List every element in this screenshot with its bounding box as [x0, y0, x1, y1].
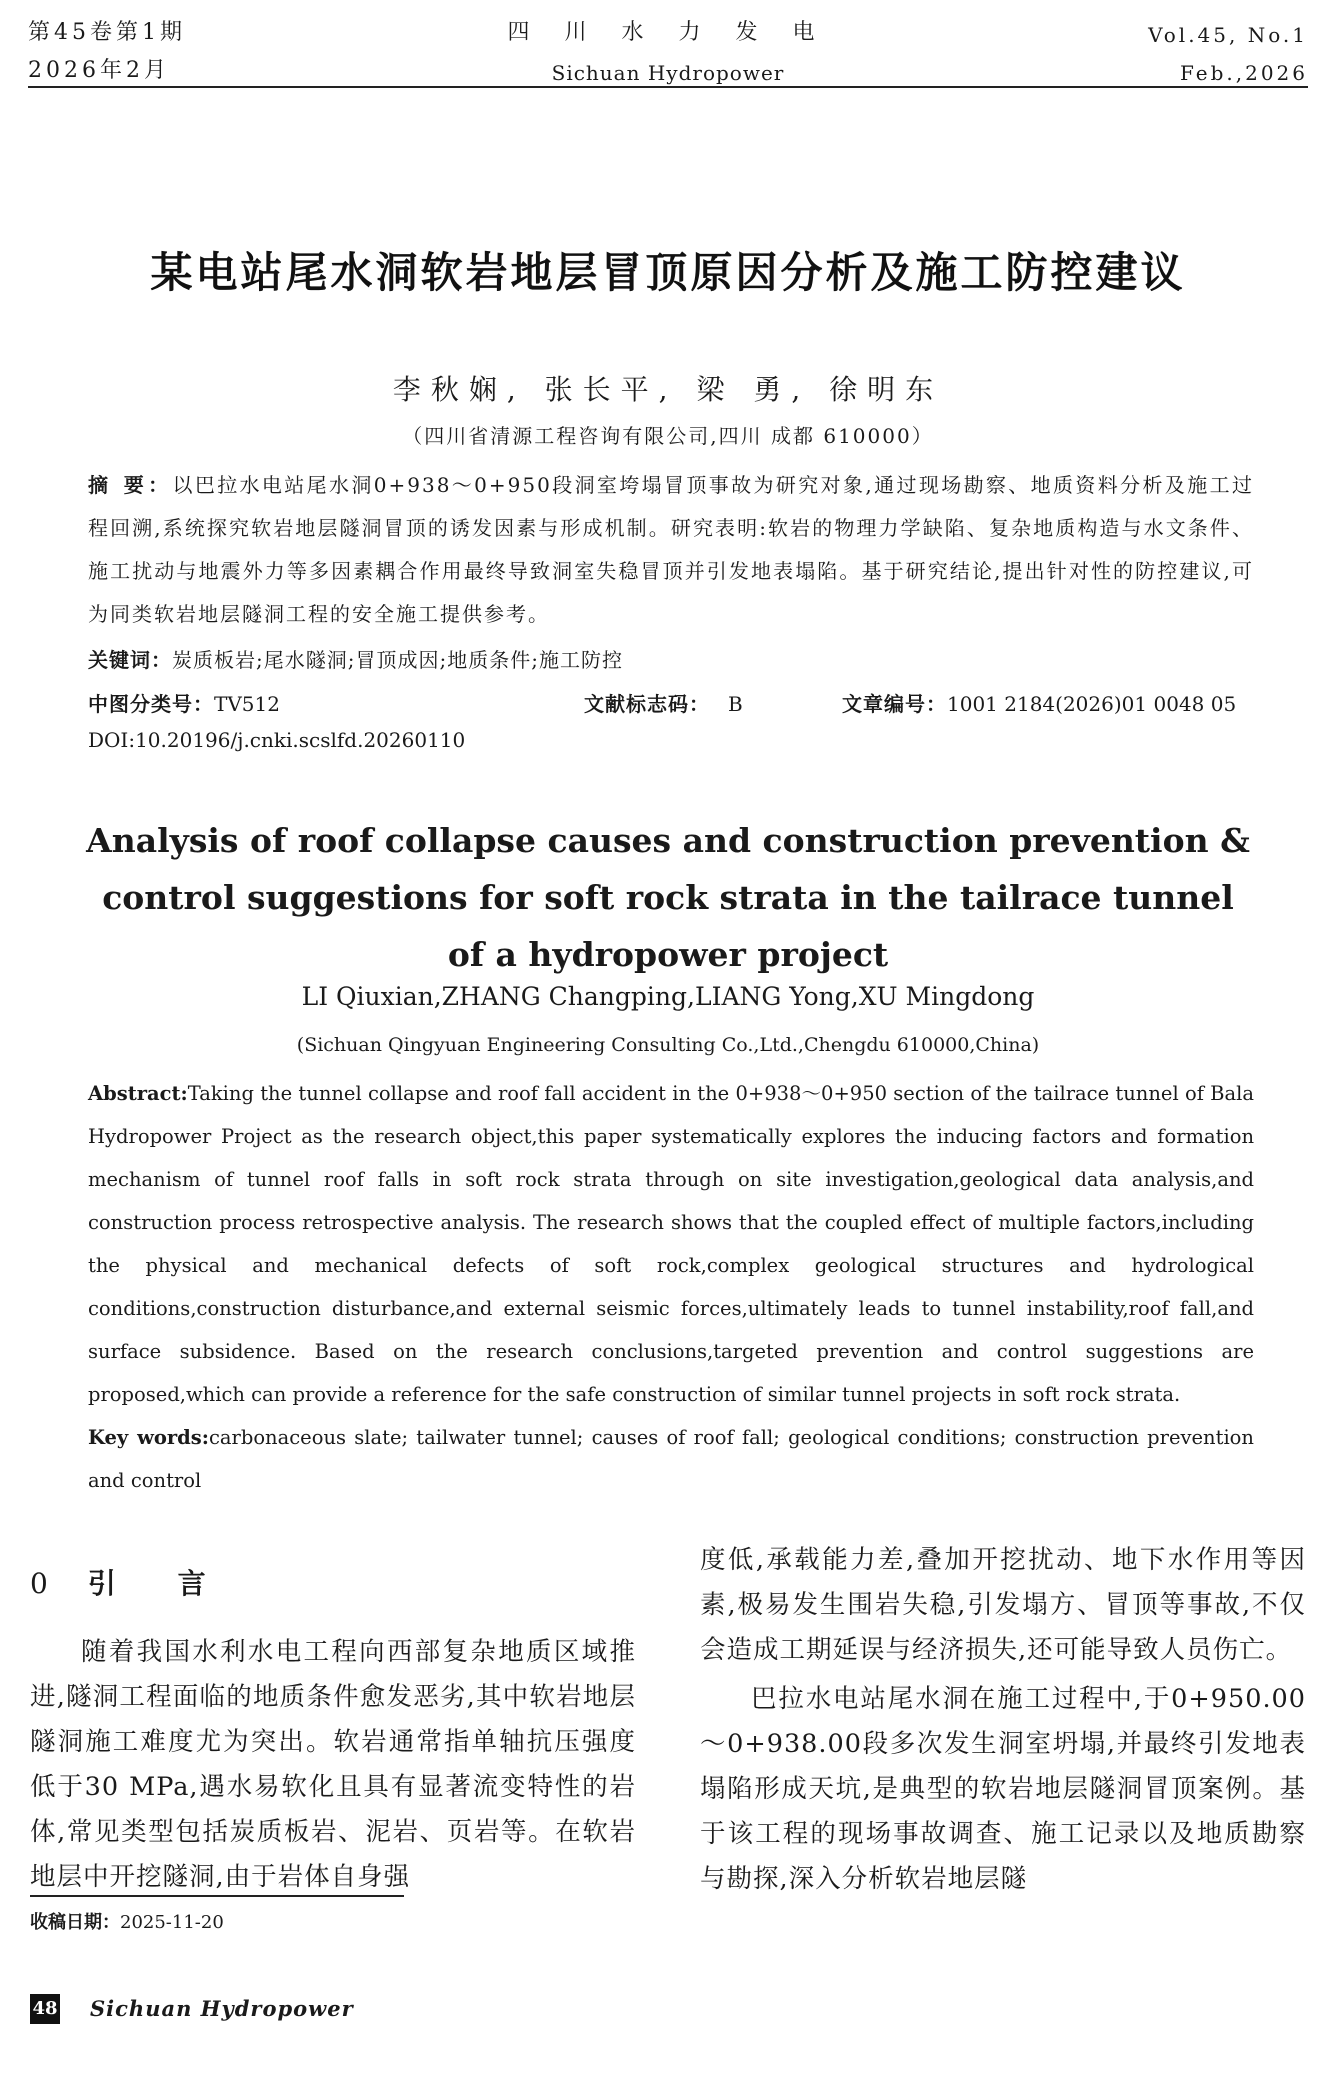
- journal-name-en: Sichuan Hydropower: [551, 61, 785, 85]
- affiliation-en: (Sichuan Qingyuan Engineering Consulting Co.,Ltd.,Chengdu 610000,China): [296, 1034, 1040, 1056]
- article-value: 1001 2184(2026)01 0048 05: [947, 692, 1237, 716]
- received-date-value: 2025-11-20: [120, 1912, 224, 1933]
- section-title: 引 言: [87, 1567, 232, 1600]
- journal-name-zh: 四 川 水 力 发 电: [507, 20, 829, 45]
- clc-value: TV512: [214, 692, 280, 716]
- paper-title-zh: 某电站尾水洞软岩地层冒顶原因分析及施工防控建议: [150, 248, 1186, 297]
- clc-number: [88, 688, 280, 717]
- received-date-footnote: [30, 1908, 224, 1934]
- abstract-en-text: Taking the tunnel collapse and roof fall accident in the 0+938～0+950 section of the tailrace tunnel of Bala Hydropower Project as the research object,this paper systematically explores the inducing factors and formation mechanism of tunnel roof falls in soft rock strata through on site investigation,geological data analysis,and construction process retrospective analysis. The research shows that the coupled effect of multiple factors,including the physical and mechanical defects of soft rock,complex geological structures and hydrological conditions,construction disturbance,and external seismic forces,ultimately leads to tunnel instability,roof fall,and surface subsidence. Based on the research conclusions,targeted prevention and control suggestions are proposed,which can provide a reference for the safe construction of similar tunnel projects in soft rock strata.: [88, 1082, 1254, 1406]
- body-left-column: 随着我国水利水电工程向西部复杂地质区域推进,隧洞工程面临的地质条件愈发恶劣,其中软岩地层隧洞施工难度尤为突出。软岩通常指单轴抗压强度低于30 MPa,遇水易软化且具有显著流变特性的岩体,常见类型包括炭质板岩、泥岩、页岩等。在软岩地层中开挖隧洞,由于岩体自身强: [30, 1637, 636, 1892]
- body-right-column: [700, 1538, 1306, 1902]
- abstract-zh: [88, 464, 1254, 636]
- volume-issue-en: Vol.45, No.1: [1148, 23, 1308, 47]
- section-number: 0: [30, 1567, 48, 1600]
- doc-code-value: B: [728, 692, 743, 716]
- page-number: 48: [30, 1994, 60, 2024]
- article-number: [842, 688, 1236, 717]
- date-zh: 2026年2月: [28, 58, 170, 83]
- received-date-label: 收稿日期：: [30, 1912, 120, 1933]
- abstract-zh-text: 以巴拉水电站尾水洞0+938～0+950段洞室垮塌冒顶事故为研究对象,通过现场勘察、地质资料分析及施工过程回溯,系统探究软岩地层隧洞冒顶的诱发因素与形成机制。研究表明:软岩的物理力学缺陷、复杂地质构造与水文条件、施工扰动与地震外力等多因素耦合作用最终导致洞室失稳冒顶并引发地表塌陷。基于研究结论,提出针对性的防控建议,可为同类软岩地层隧洞工程的安全施工提供参考。: [88, 473, 1255, 626]
- date-en: Feb.,2026: [1179, 61, 1308, 85]
- body-paragraph: 巴拉水电站尾水洞在施工过程中,于0+950.00～0+938.00段多次发生洞室坍塌,并最终引发地表塌陷形成天坑,是典型的软岩地层隧洞冒顶案例。基于该工程的现场事故调查、施工记录以及地质勘察与勘探,深入分析软岩地层隧: [700, 1684, 1306, 1894]
- footnote-rule: [30, 1895, 404, 1897]
- affiliation-zh: （四川省清源工程咨询有限公司,四川 成都 610000）: [402, 424, 934, 448]
- doi: DOI:10.20196/j.cnki.scslfd.20260110: [88, 728, 466, 752]
- document-code: [584, 688, 743, 717]
- keywords-en-text: carbonaceous slate; tailwater tunnel; causes of roof fall; geological conditions; construction prevention and control: [88, 1426, 1254, 1492]
- paper-title-en: Analysis of roof collapse causes and construction prevention & control suggestions for soft rock strata in the tailrace tunnel of a hydropower project: [86, 821, 1250, 974]
- footer-journal-name: Sichuan Hydropower: [90, 1996, 354, 2021]
- authors-en: LI Qiuxian,ZHANG Changping,LIANG Yong,XU Mingdong: [301, 982, 1035, 1011]
- keywords-en: [88, 1416, 1254, 1502]
- authors-zh: 李秋娴, 张长平, 梁 勇, 徐明东: [392, 373, 944, 406]
- doc-code-label: 文献标志码：: [584, 692, 710, 716]
- abstract-zh-label: 摘 要：: [88, 473, 173, 497]
- header-rule: [28, 86, 1308, 88]
- abstract-en-label: Abstract:: [88, 1082, 188, 1105]
- body-paragraph: 度低,承载能力差,叠加开挖扰动、地下水作用等因素,极易发生围岩失稳,引发塌方、冒顶等事故,不仅会造成工期延误与经济损失,还可能导致人员伤亡。: [700, 1545, 1306, 1665]
- keywords-zh-text: 炭质板岩;尾水隧洞;冒顶成因;地质条件;施工防控: [172, 648, 623, 672]
- abstract-en: [88, 1072, 1254, 1416]
- keywords-en-label: Key words:: [88, 1426, 209, 1449]
- keywords-zh-label: 关键词：: [88, 648, 172, 672]
- article-label: 文章编号：: [842, 692, 947, 716]
- keywords-zh: [88, 644, 623, 673]
- section-heading-introduction: [30, 1562, 232, 1602]
- volume-issue-zh: 第45卷第1期: [28, 20, 186, 45]
- clc-label: 中图分类号：: [88, 692, 214, 716]
